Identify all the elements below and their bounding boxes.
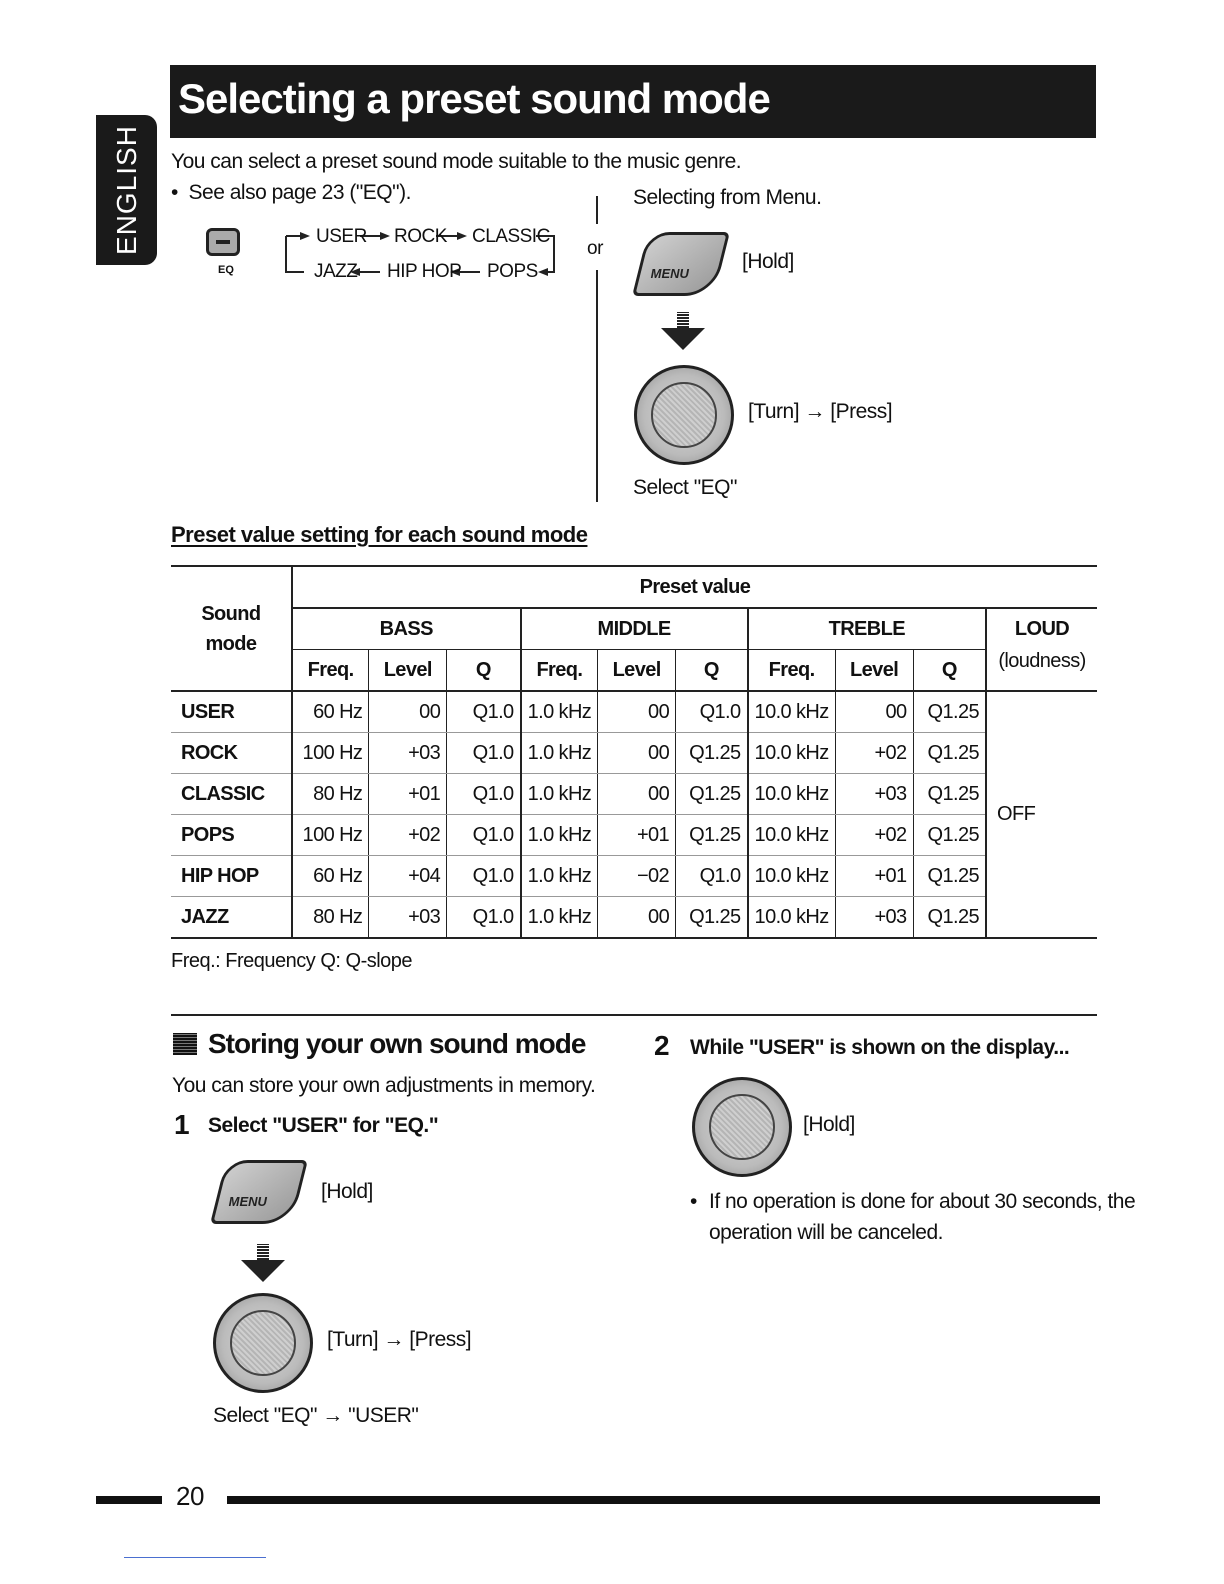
col-header: Q: [676, 650, 748, 692]
table-heading: Preset value setting for each sound mode: [171, 522, 588, 547]
table-cell: 1.0 kHz: [521, 691, 598, 733]
middle-header: MIDDLE: [521, 608, 748, 650]
table-cell: 10.0 kHz: [748, 897, 836, 939]
turn-press-label: [Turn] → [Press]: [748, 400, 893, 423]
table-cell: 10.0 kHz: [748, 691, 836, 733]
table-cell: 80 Hz: [292, 774, 369, 815]
table-cell: 100 Hz: [292, 733, 369, 774]
section-square-icon: [173, 1033, 197, 1055]
menu-key-label: MENU: [228, 1194, 267, 1209]
col-header: Q: [913, 650, 986, 692]
col-header: Q: [447, 650, 521, 692]
table-row: [171, 774, 1097, 815]
table-cell: +03: [835, 897, 913, 939]
table-cell: 00: [598, 733, 676, 774]
menu-section-heading: Selecting from Menu.: [633, 186, 822, 209]
table-cell: Q1.25: [913, 733, 986, 774]
note-line-1: If no operation is done for about 30 seconds, the: [709, 1190, 1136, 1213]
page-title: Selecting a preset sound mode: [178, 75, 770, 122]
table-cell: 1.0 kHz: [521, 856, 598, 897]
menu-key-icon: [632, 232, 730, 296]
step-1-hold-label: [Hold]: [321, 1180, 373, 1203]
note-bullet: •: [690, 1190, 697, 1213]
loud-value: OFF: [986, 691, 1097, 938]
table-cell: Q1.0: [447, 733, 521, 774]
menu-key-label: MENU: [650, 266, 689, 281]
table-cell: Q1.0: [447, 815, 521, 856]
footer-bar-right: [227, 1496, 1100, 1504]
table-cell: Q1.25: [676, 897, 748, 939]
step-2-text: While "USER" is shown on the display...: [690, 1036, 1070, 1059]
table-cell: Q1.25: [676, 733, 748, 774]
table-cell: 10.0 kHz: [748, 733, 836, 774]
intro-text: You can select a preset sound mode suitable to the music genre.: [171, 150, 742, 173]
table-cell: Q1.25: [913, 691, 986, 733]
treble-header: TREBLE: [748, 608, 986, 650]
col-header: Level: [835, 650, 913, 692]
table-cell: Q1.0: [447, 897, 521, 939]
table-cell: Q1.25: [676, 815, 748, 856]
note-line-2: operation will be canceled.: [709, 1221, 943, 1244]
cycle-jazz: JAZZ: [314, 261, 358, 282]
table-cell: +03: [369, 733, 447, 774]
step-1-select: Select "EQ" → "USER": [213, 1404, 419, 1427]
bass-header: BASS: [292, 608, 521, 650]
table-cell: 60 Hz: [292, 691, 369, 733]
cycle-rock: ROCK: [394, 226, 447, 247]
table-cell: Q1.0: [676, 691, 748, 733]
table-row: [171, 815, 1097, 856]
section-rule: [171, 1014, 1097, 1016]
table-cell: Q1.0: [447, 774, 521, 815]
select-eq-label: Select "EQ": [633, 476, 737, 499]
table-row: [171, 691, 1097, 733]
table-cell: 00: [598, 691, 676, 733]
table-cell: +03: [369, 897, 447, 939]
step-2-number: 2: [654, 1030, 670, 1061]
table-cell: 00: [598, 897, 676, 939]
table-cell: 1.0 kHz: [521, 815, 598, 856]
hold-label: [Hold]: [742, 250, 794, 273]
control-dial-icon: [634, 365, 734, 465]
table-cell: +04: [369, 856, 447, 897]
table-body: [171, 691, 1097, 938]
control-dial-icon: [692, 1077, 792, 1177]
table-cell: Q1.25: [676, 774, 748, 815]
control-dial-icon: [213, 1293, 313, 1393]
table-cell: +03: [835, 774, 913, 815]
table-cell: 00: [369, 691, 447, 733]
table-row: [171, 856, 1097, 897]
page-number: 20: [176, 1481, 204, 1511]
table-cell: +02: [835, 815, 913, 856]
table-row: [171, 733, 1097, 774]
table-cell: Q1.25: [913, 815, 986, 856]
table-cell: Q1.25: [913, 856, 986, 897]
row-mode-label: HIP HOP: [171, 856, 292, 897]
table-cell: 00: [598, 774, 676, 815]
col-header: Level: [598, 650, 676, 692]
table-cell: +01: [598, 815, 676, 856]
see-also-text: See also page 23 ("EQ").: [188, 181, 411, 204]
row-mode-label: CLASSIC: [171, 774, 292, 815]
step-2-hold-label: [Hold]: [803, 1113, 855, 1136]
eq-button-label: EQ: [218, 264, 234, 276]
language-label: ENGLISH: [110, 125, 142, 255]
cycle-hiphop: HIP HOP: [387, 261, 462, 282]
preset-value-header: Preset value: [292, 566, 1097, 608]
arrow-down-icon: [661, 328, 705, 350]
row-mode-label: USER: [171, 691, 292, 733]
eq-button-icon: [206, 228, 240, 256]
step-1-text: Select "USER" for "EQ.": [208, 1114, 439, 1137]
sound-mode-header: Sound mode: [171, 566, 292, 691]
table-cell: Q1.0: [447, 691, 521, 733]
col-header: Freq.: [748, 650, 836, 692]
arrow-down-icon: [241, 1260, 285, 1282]
loud-subheader: (loudness): [986, 650, 1097, 692]
loud-header: LOUD: [986, 608, 1097, 650]
table-cell: 80 Hz: [292, 897, 369, 939]
footer-bar-left: [96, 1496, 162, 1504]
cycle-classic: CLASSIC: [472, 226, 550, 247]
table-cell: 1.0 kHz: [521, 733, 598, 774]
table-cell: 10.0 kHz: [748, 774, 836, 815]
table-cell: +01: [369, 774, 447, 815]
table-cell: 00: [835, 691, 913, 733]
cycle-user: USER: [316, 226, 367, 247]
step-1-turn-press: [Turn] → [Press]: [327, 1328, 472, 1351]
arrow-down-stem: [257, 1244, 269, 1260]
arrow-down-stem: [677, 312, 689, 328]
col-header: Level: [369, 650, 447, 692]
table-cell: +01: [835, 856, 913, 897]
preset-value-table: [171, 565, 1097, 939]
table-cell: Q1.0: [447, 856, 521, 897]
table-cell: −02: [598, 856, 676, 897]
row-mode-label: POPS: [171, 815, 292, 856]
section-divider-bottom: [596, 270, 598, 502]
table-cell: +02: [369, 815, 447, 856]
col-header: Freq.: [521, 650, 598, 692]
table-cell: 1.0 kHz: [521, 897, 598, 939]
storing-heading: Storing your own sound mode: [208, 1028, 586, 1059]
section-divider-top: [596, 196, 598, 224]
table-cell: 60 Hz: [292, 856, 369, 897]
table-cell: Q1.0: [676, 856, 748, 897]
table-note: Freq.: Frequency Q: Q-slope: [171, 950, 413, 972]
col-header: Freq.: [292, 650, 369, 692]
see-also-bullet: • See also page 23 ("EQ").: [171, 181, 411, 204]
table-cell: +02: [835, 733, 913, 774]
table-cell: Q1.25: [913, 774, 986, 815]
table-cell: 10.0 kHz: [748, 856, 836, 897]
language-tab: [96, 115, 157, 265]
row-mode-label: JAZZ: [171, 897, 292, 939]
row-mode-label: ROCK: [171, 733, 292, 774]
table-cell: 10.0 kHz: [748, 815, 836, 856]
table-cell: 1.0 kHz: [521, 774, 598, 815]
table-cell: Q1.25: [913, 897, 986, 939]
table-row: [171, 897, 1097, 939]
step-1-number: 1: [174, 1109, 190, 1140]
storing-intro: You can store your own adjustments in memory.: [172, 1074, 596, 1097]
footer-link-line: [124, 1557, 266, 1558]
title-bar: [170, 65, 1096, 138]
table-cell: 100 Hz: [292, 815, 369, 856]
or-label: or: [587, 238, 603, 259]
menu-key-icon: [210, 1160, 308, 1224]
cycle-pops: POPS: [487, 261, 538, 282]
